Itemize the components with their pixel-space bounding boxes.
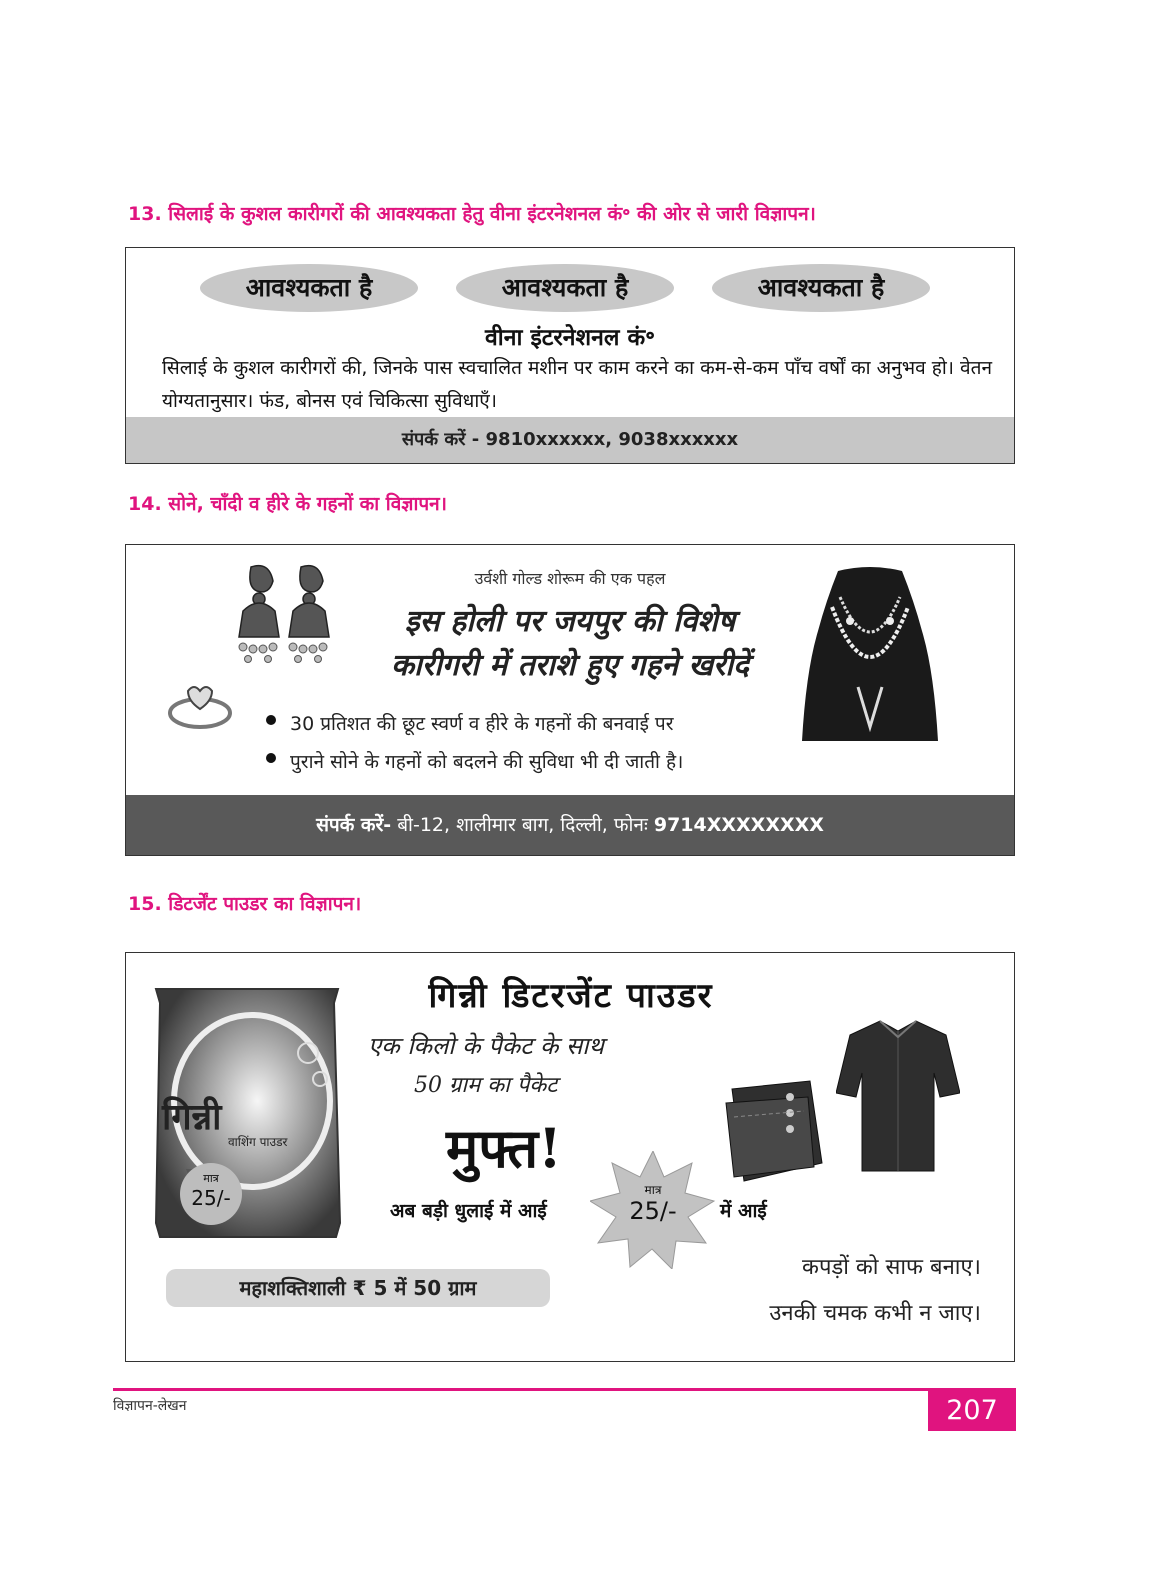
packet-brand: गिन्नी [162, 1096, 222, 1138]
detergent-packet-image [148, 983, 346, 1241]
offer-line1: एक किलो के पैकेट के साथ [368, 1032, 604, 1060]
packet-price-label: मात्र [203, 1172, 219, 1185]
packet-price-badge [180, 1163, 242, 1225]
offer-text: पुराने सोने के गहनों को बदलने की सुविधा भी दी जाती है। [290, 751, 684, 773]
product-title: गिन्नी डिटरजेंट पाउडर [428, 976, 714, 1016]
slogan-line2: उनकी चमक कभी न जाए। [769, 1301, 981, 1326]
contact-bar [126, 795, 1014, 855]
offer-list [266, 705, 683, 781]
page-number: 207 [928, 1391, 1016, 1431]
contact-phone: 9714XXXXXXXX [653, 814, 824, 836]
contact-bar: संपर्क करें - 9810xxxxxx, 9038xxxxxx [126, 417, 1014, 463]
q14-heading: 14. सोने, चाँदी व हीरे के गहनों का विज्ञापन। [128, 493, 447, 515]
list-item [266, 743, 683, 781]
ad-tailor-vacancy [125, 247, 1015, 464]
q13-heading: 13. सिलाई के कुशल कारीगरों की आवश्यकता हेतु वीना इंटरनेशनल कं॰ की ओर से जारी विज्ञापन। [128, 203, 816, 225]
vacancy-pill: आवश्यकता है [456, 264, 674, 312]
star-price: 25/- [629, 1197, 677, 1225]
shirt-image [836, 1015, 960, 1175]
offer-left-text: अब बड़ी धुलाई में आई [390, 1200, 547, 1222]
ad-headline-line1: इस होली पर जयपुर की विशेष [404, 604, 736, 639]
company-name: वीना इंटरनेशनल कं॰ [485, 325, 655, 351]
bullet-icon [266, 753, 276, 763]
contact-label: संपर्क करें- [316, 814, 392, 836]
list-item [266, 705, 683, 743]
ad-detergent [125, 952, 1015, 1362]
necklace-bust-image [798, 567, 943, 747]
q15-heading: 15. डिटर्जेंट पाउडर का विज्ञापन। [128, 893, 362, 915]
footer-chapter-title: विज्ञापन-लेखन [113, 1398, 187, 1414]
footer-divider [113, 1388, 1016, 1391]
star-price-label: मात्र [644, 1183, 662, 1197]
ad-body-text: सिलाई के कुशल कारीगरों की, जिनके पास स्वचालित मशीन पर काम करने का कम-से-कम पाँच वर्षों का अनुभव हो। वेतन योग्यतानुसार। फंड, बोनस एवं चिकित्सा सुविधाएँ। [162, 357, 992, 412]
packet-price: 25/- [191, 1186, 231, 1210]
power-offer-bar: महाशक्तिशाली ₹ 5 में 50 ग्राम [166, 1269, 550, 1307]
ad-headline-line2: कारीगरी में तराशे हुए गहने खरीदें [391, 648, 749, 683]
vacancy-pill: आवश्यकता है [712, 264, 930, 312]
vacancy-pill: आवश्यकता है [200, 264, 418, 312]
ad-jewellery [125, 544, 1015, 856]
packet-subtitle: वाशिंग पाउडर [228, 1135, 288, 1149]
heart-ring-image [162, 681, 238, 733]
bullet-icon [266, 715, 276, 725]
offer-line2: 50 ग्राम का पैकेट [414, 1073, 558, 1098]
jeans-image [720, 1073, 826, 1185]
free-text: मुफ्त! [446, 1116, 562, 1180]
offer-text: 30 प्रतिशत की छूट स्वर्ण व हीरे के गहनों की बनवाई पर [290, 713, 674, 735]
contact-address: बी-12, शालीमार बाग, दिल्ली, फोनः [391, 814, 654, 836]
ad-tagline: उर्वशी गोल्ड शोरूम की एक पहल [474, 569, 666, 588]
offer-right-text: में आई [720, 1200, 767, 1222]
slogan-line1: कपड़ों को साफ बनाए। [802, 1255, 981, 1280]
